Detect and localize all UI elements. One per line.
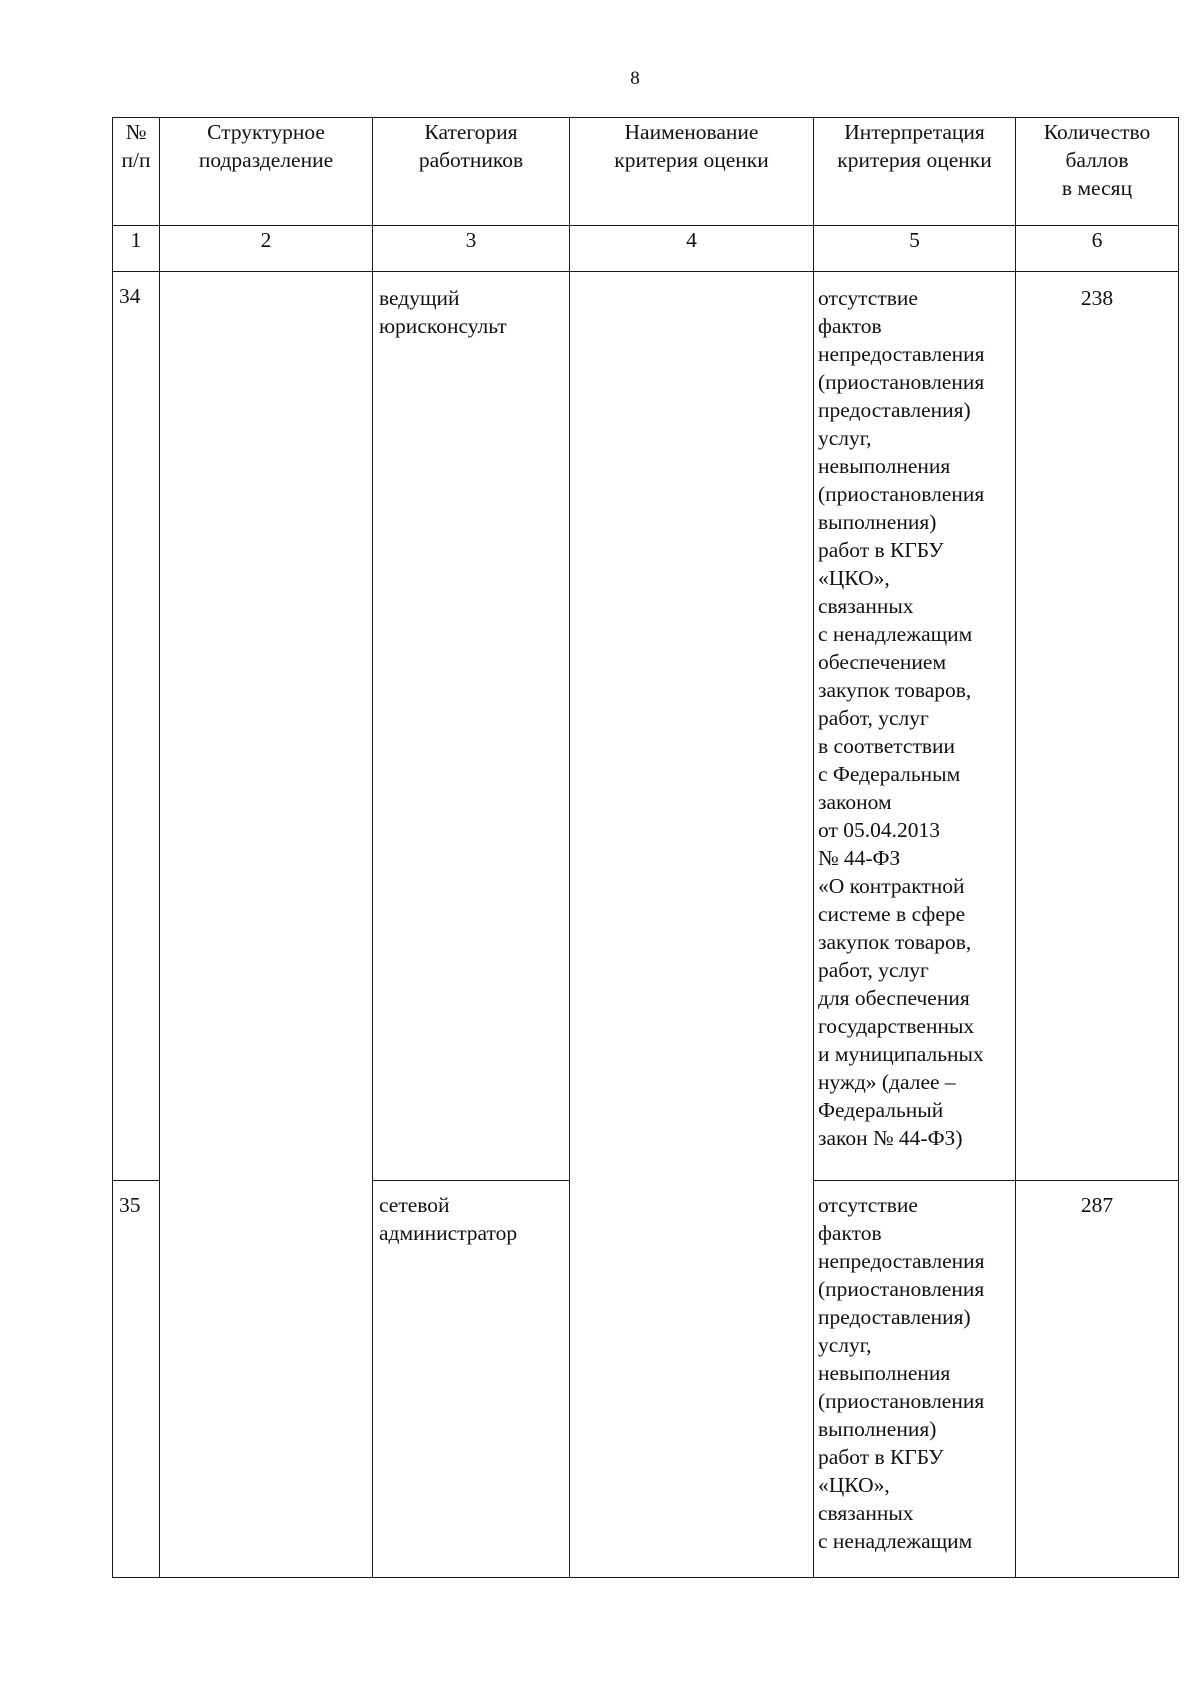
column-index: 2 bbox=[160, 226, 373, 272]
page-number: 8 bbox=[630, 68, 640, 89]
table-row bbox=[113, 272, 1179, 1181]
row-number: 35 bbox=[113, 1181, 160, 1578]
table-header-row bbox=[113, 118, 1179, 226]
score-value: 287 bbox=[1016, 1181, 1179, 1578]
header-criterion: Наименование критерия оценки bbox=[570, 118, 814, 226]
column-index-row bbox=[113, 226, 1179, 272]
criteria-table bbox=[112, 117, 1179, 1578]
criterion-interpretation: отсутствие фактов непредоставления (приостановления предоставления) услуг, невыполнения (приостановления выполнения) работ в КГБУ «ЦКО», связанных с ненадлежащим bbox=[814, 1181, 1016, 1578]
header-score: Количество баллов в месяц bbox=[1016, 118, 1179, 226]
employee-category: сетевой администратор bbox=[373, 1181, 570, 1578]
row-number: 34 bbox=[113, 272, 160, 1181]
header-category: Категория работников bbox=[373, 118, 570, 226]
column-index: 1 bbox=[113, 226, 160, 272]
column-index: 4 bbox=[570, 226, 814, 272]
criterion-interpretation: отсутствие фактов непредоставления (приостановления предоставления) услуг, невыполнения (приостановления выполнения) работ в КГБУ «ЦКО», связанных с ненадлежащим обеспечением закупок товаров, работ, услуг в соответствии с Федеральным законом от 05.04.2013 № 44-ФЗ «О контрактной системе в сфере закупок товаров, работ, услуг для обеспечения государственных и муниципальных нужд» (далее – Федеральный закон № 44-ФЗ) bbox=[814, 272, 1016, 1181]
department-cell bbox=[160, 272, 373, 1578]
score-value: 238 bbox=[1016, 272, 1179, 1181]
header-number: № п/п bbox=[113, 118, 160, 226]
header-interpretation: Интерпретация критерия оценки bbox=[814, 118, 1016, 226]
column-index: 5 bbox=[814, 226, 1016, 272]
column-index: 3 bbox=[373, 226, 570, 272]
criterion-cell bbox=[570, 272, 814, 1578]
column-index: 6 bbox=[1016, 226, 1179, 272]
employee-category: ведущий юрисконсульт bbox=[373, 272, 570, 1181]
header-department: Структурное подразделение bbox=[160, 118, 373, 226]
